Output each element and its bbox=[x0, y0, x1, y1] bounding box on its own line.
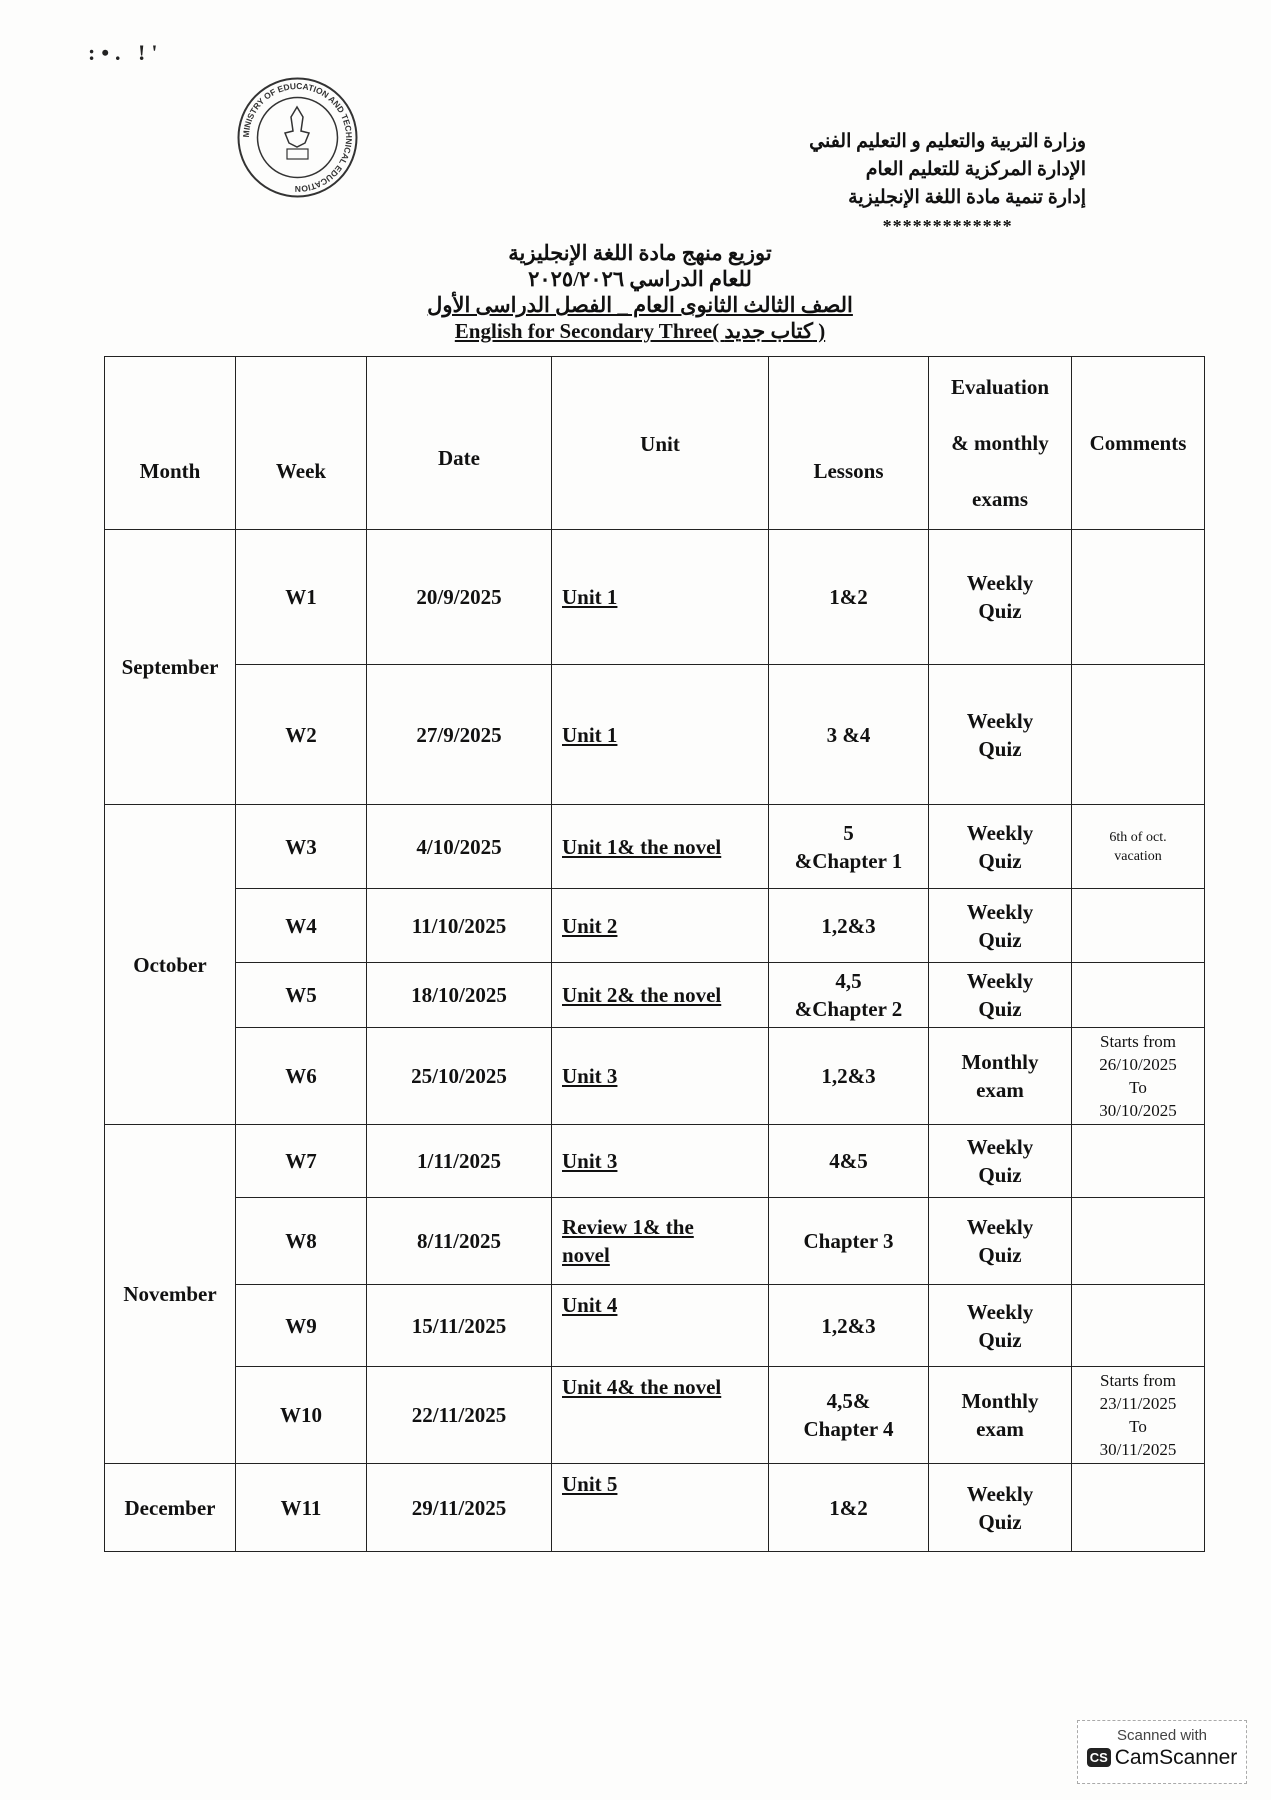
table-row bbox=[105, 1285, 1205, 1367]
comments-cell bbox=[1072, 530, 1205, 665]
header-week: Week bbox=[236, 357, 367, 530]
month-cell: September bbox=[105, 530, 236, 805]
week-cell: W2 bbox=[236, 665, 367, 805]
lessons-cell: 1,2&3 bbox=[769, 889, 929, 963]
table-row bbox=[105, 1367, 1205, 1464]
table-row bbox=[105, 889, 1205, 963]
lessons-cell: 1&2 bbox=[769, 530, 929, 665]
week-cell: W8 bbox=[236, 1198, 367, 1285]
table-row bbox=[105, 665, 1205, 805]
header-unit: Unit bbox=[552, 357, 769, 530]
unit-cell: Unit 1 bbox=[552, 665, 769, 805]
lessons-cell: Chapter 3 bbox=[769, 1198, 929, 1285]
unit-cell: Unit 2 bbox=[552, 889, 769, 963]
header-month: Month bbox=[105, 357, 236, 530]
comments-cell: 6th of oct. vacation bbox=[1072, 805, 1205, 889]
lessons-cell: 4,5 &Chapter 2 bbox=[769, 963, 929, 1028]
lessons-cell: 4&5 bbox=[769, 1125, 929, 1198]
date-cell: 27/9/2025 bbox=[367, 665, 552, 805]
week-cell: W10 bbox=[236, 1367, 367, 1464]
evaluation-cell: Weekly Quiz bbox=[929, 1464, 1072, 1552]
date-cell: 1/11/2025 bbox=[367, 1125, 552, 1198]
ministry-name: وزارة التربية والتعليم و التعليم الفني bbox=[809, 131, 1086, 152]
lessons-cell: 1,2&3 bbox=[769, 1028, 929, 1125]
comments-cell bbox=[1072, 1464, 1205, 1552]
evaluation-cell: Weekly Quiz bbox=[929, 805, 1072, 889]
date-cell: 15/11/2025 bbox=[367, 1285, 552, 1367]
unit-cell: Unit 2& the novel bbox=[552, 963, 769, 1028]
evaluation-cell: Weekly Quiz bbox=[929, 1285, 1072, 1367]
week-cell: W6 bbox=[236, 1028, 367, 1125]
date-cell: 25/10/2025 bbox=[367, 1028, 552, 1125]
date-cell: 8/11/2025 bbox=[367, 1198, 552, 1285]
table-row bbox=[105, 1028, 1205, 1125]
week-cell: W7 bbox=[236, 1125, 367, 1198]
date-cell: 4/10/2025 bbox=[367, 805, 552, 889]
camscanner-logo-icon: CS bbox=[1087, 1748, 1111, 1767]
comments-cell bbox=[1072, 1198, 1205, 1285]
date-cell: 22/11/2025 bbox=[367, 1367, 552, 1464]
title-line-3: الصف الثالث الثانوى العام _ الفصل الدراسى الأول bbox=[427, 293, 853, 317]
lessons-cell: 3 &4 bbox=[769, 665, 929, 805]
date-cell: 11/10/2025 bbox=[367, 889, 552, 963]
document-title bbox=[420, 240, 860, 344]
unit-cell: Review 1& the novel bbox=[552, 1198, 769, 1285]
evaluation-cell: Weekly Quiz bbox=[929, 1198, 1072, 1285]
comments-cell bbox=[1072, 665, 1205, 805]
month-cell: December bbox=[105, 1464, 236, 1552]
date-cell: 18/10/2025 bbox=[367, 963, 552, 1028]
camscanner-watermark bbox=[1077, 1720, 1247, 1784]
curriculum-table bbox=[104, 356, 1205, 1552]
table-row bbox=[105, 1125, 1205, 1198]
comments-cell bbox=[1072, 1125, 1205, 1198]
week-cell: W3 bbox=[236, 805, 367, 889]
unit-cell: Unit 3 bbox=[552, 1028, 769, 1125]
date-cell: 29/11/2025 bbox=[367, 1464, 552, 1552]
week-cell: W4 bbox=[236, 889, 367, 963]
ministry-seal-icon bbox=[235, 75, 360, 200]
watermark-line-2: CS CamScanner bbox=[1078, 1746, 1246, 1770]
month-cell: November bbox=[105, 1125, 236, 1464]
week-cell: W11 bbox=[236, 1464, 367, 1552]
comments-cell bbox=[1072, 1285, 1205, 1367]
table-row bbox=[105, 530, 1205, 665]
unit-cell: Unit 5 bbox=[552, 1464, 769, 1552]
handwritten-marks: :•. !' bbox=[88, 40, 164, 65]
svg-text:MINISTRY OF EDUCATION AND TECH: MINISTRY OF EDUCATION AND TECHNICAL EDUCATION bbox=[240, 80, 355, 195]
table-header-row bbox=[105, 357, 1205, 530]
watermark-line-1: Scanned with bbox=[1116, 1727, 1208, 1744]
unit-cell: Unit 1 bbox=[552, 530, 769, 665]
header-date: Date bbox=[367, 357, 552, 530]
lessons-cell: 4,5& Chapter 4 bbox=[769, 1367, 929, 1464]
week-cell: W1 bbox=[236, 530, 367, 665]
unit-cell: Unit 1& the novel bbox=[552, 805, 769, 889]
evaluation-cell: Monthly exam bbox=[929, 1028, 1072, 1125]
unit-cell: Unit 4 bbox=[552, 1285, 769, 1367]
directorate-name: الإدارة المركزية للتعليم العام bbox=[865, 159, 1086, 180]
title-line-1: توزيع منهج مادة اللغة الإنجليزية bbox=[508, 241, 772, 265]
header-lessons: Lessons bbox=[769, 357, 929, 530]
week-cell: W9 bbox=[236, 1285, 367, 1367]
comments-cell: Starts from 26/10/2025 To 30/10/2025 bbox=[1072, 1028, 1205, 1125]
ministry-header bbox=[809, 128, 1086, 240]
department-name: إدارة تنمية مادة اللغة الإنجليزية bbox=[848, 187, 1086, 208]
table-row bbox=[105, 805, 1205, 889]
table-row bbox=[105, 1198, 1205, 1285]
evaluation-cell: Weekly Quiz bbox=[929, 963, 1072, 1028]
title-line-2: للعام الدراسي ٢٠٢٥/٢٠٢٦ bbox=[528, 267, 752, 291]
separator-stars: ************* bbox=[882, 216, 1013, 236]
unit-cell: Unit 3 bbox=[552, 1125, 769, 1198]
table-row bbox=[105, 1464, 1205, 1552]
lessons-cell: 1,2&3 bbox=[769, 1285, 929, 1367]
header-evaluation: Evaluation & monthly exams bbox=[929, 357, 1072, 530]
evaluation-cell: Weekly Quiz bbox=[929, 889, 1072, 963]
unit-cell: Unit 4& the novel bbox=[552, 1367, 769, 1464]
title-line-4: English for Secondary Three( كتاب جديد ) bbox=[454, 319, 826, 343]
evaluation-cell: Weekly Quiz bbox=[929, 1125, 1072, 1198]
lessons-cell: 5 &Chapter 1 bbox=[769, 805, 929, 889]
date-cell: 20/9/2025 bbox=[367, 530, 552, 665]
header-comments: Comments bbox=[1072, 357, 1205, 530]
comments-cell bbox=[1072, 963, 1205, 1028]
comments-cell: Starts from 23/11/2025 To 30/11/2025 bbox=[1072, 1367, 1205, 1464]
comments-cell bbox=[1072, 889, 1205, 963]
table-row bbox=[105, 963, 1205, 1028]
lessons-cell: 1&2 bbox=[769, 1464, 929, 1552]
month-cell: October bbox=[105, 805, 236, 1125]
evaluation-cell: Weekly Quiz bbox=[929, 665, 1072, 805]
evaluation-cell: Monthly exam bbox=[929, 1367, 1072, 1464]
evaluation-cell: Weekly Quiz bbox=[929, 530, 1072, 665]
week-cell: W5 bbox=[236, 963, 367, 1028]
